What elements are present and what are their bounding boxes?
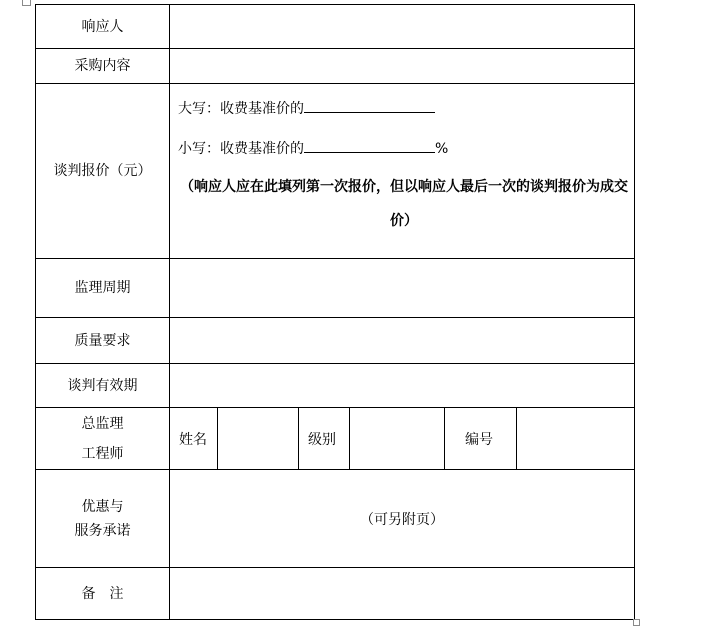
commitment-content: （可另附页） bbox=[360, 511, 444, 528]
quote-upper-line bbox=[178, 98, 634, 118]
quote-upper-blank[interactable] bbox=[304, 98, 435, 113]
quote-lower-line bbox=[178, 138, 634, 158]
table-end-marker bbox=[633, 619, 640, 626]
engineer-level-value[interactable] bbox=[350, 408, 445, 469]
engineer-name-label: 姓名 bbox=[170, 408, 218, 469]
period-value-cell[interactable] bbox=[170, 259, 635, 318]
procurement-label: 采购内容 bbox=[36, 49, 170, 84]
remarks-label: 备 注 bbox=[36, 568, 170, 620]
engineer-label-line1: 总监理 bbox=[81, 415, 124, 432]
commitment-label-line2: 服务承诺 bbox=[74, 522, 131, 539]
engineer-label bbox=[36, 408, 170, 470]
engineer-label-line2: 工程师 bbox=[81, 445, 124, 462]
commitment-label bbox=[36, 470, 170, 568]
engineer-name-value[interactable] bbox=[218, 408, 299, 469]
engineer-level-label: 级别 bbox=[299, 408, 350, 469]
row-quality bbox=[36, 318, 635, 364]
row-commitment bbox=[36, 470, 635, 568]
negotiation-response-form bbox=[35, 4, 635, 620]
respondent-value-cell[interactable] bbox=[170, 5, 635, 49]
row-procurement bbox=[36, 49, 635, 84]
quote-upper-prefix: 大写：收费基准价的 bbox=[178, 101, 304, 117]
row-remarks bbox=[36, 568, 635, 620]
commitment-value-cell[interactable] bbox=[170, 470, 635, 568]
respondent-label: 响应人 bbox=[36, 5, 170, 49]
quote-note-line1: （响应人应在此填列第一次报价，但以响应人最后一次的谈判报价为成交 bbox=[180, 179, 628, 195]
quote-label: 谈判报价（元） bbox=[36, 84, 170, 259]
quality-value-cell[interactable] bbox=[170, 318, 635, 364]
quote-value-cell bbox=[170, 84, 635, 259]
validity-label: 谈判有效期 bbox=[36, 364, 170, 408]
row-engineer bbox=[36, 408, 635, 470]
validity-value-cell[interactable] bbox=[170, 364, 635, 408]
commitment-label-line1: 优惠与 bbox=[81, 498, 124, 515]
table-anchor-marker bbox=[22, 0, 31, 6]
row-respondent bbox=[36, 5, 635, 49]
period-label: 监理周期 bbox=[36, 259, 170, 318]
row-validity bbox=[36, 364, 635, 408]
remarks-value-cell[interactable] bbox=[170, 568, 635, 620]
quote-lower-suffix: % bbox=[435, 141, 449, 157]
engineer-number-label: 编号 bbox=[445, 408, 517, 469]
row-quote bbox=[36, 84, 635, 259]
quote-note bbox=[178, 170, 634, 238]
engineer-number-value[interactable] bbox=[517, 408, 634, 469]
engineer-details-cell bbox=[170, 408, 635, 470]
quote-note-line2: 价） bbox=[390, 213, 418, 229]
row-period bbox=[36, 259, 635, 318]
quality-label: 质量要求 bbox=[36, 318, 170, 364]
procurement-value-cell[interactable] bbox=[170, 49, 635, 84]
quote-lower-prefix: 小写：收费基准价的 bbox=[178, 141, 304, 157]
quote-lower-blank[interactable] bbox=[304, 138, 435, 153]
